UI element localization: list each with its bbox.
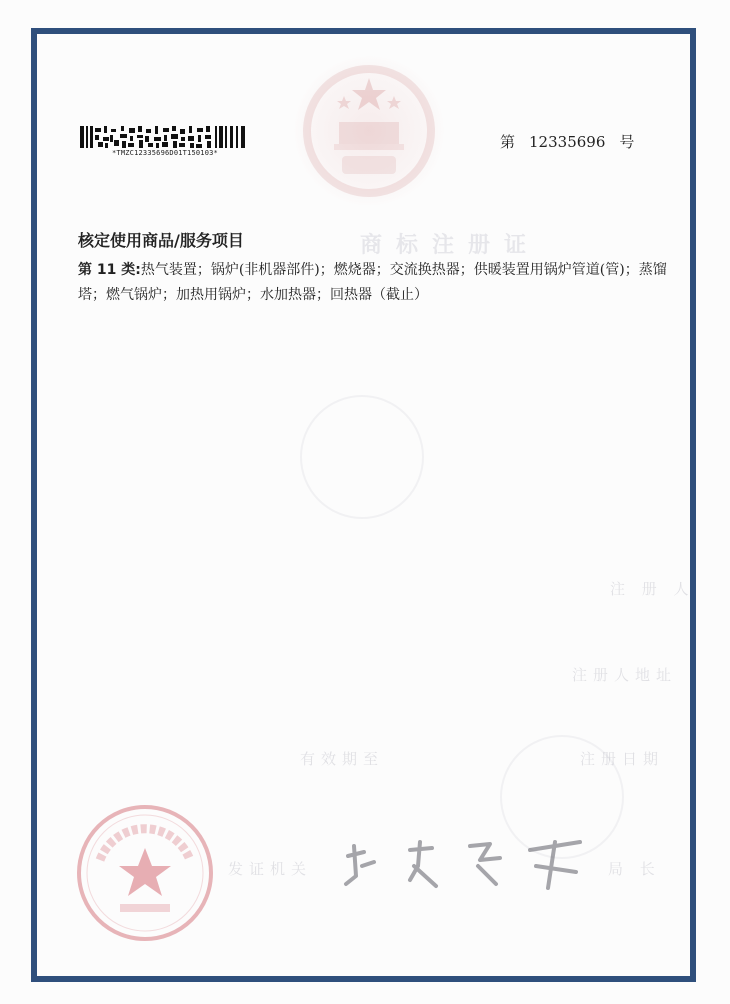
class-label: 第 11 类: xyxy=(78,262,141,278)
validity-label: 有效期至 xyxy=(300,750,385,768)
goods-section-body xyxy=(78,258,688,308)
red-seal-icon xyxy=(72,800,218,946)
registration-number xyxy=(500,131,634,152)
national-emblem-watermark xyxy=(294,56,444,206)
signature-icon xyxy=(340,836,590,896)
goods-items: 热气装置；锅炉(非机器部件)；燃烧器；交流换热器；供暖装置用锅炉管道(管)；蒸馏塔；燃气锅炉；加热用锅炉；水加热器；回热器（截止） xyxy=(78,262,667,303)
registrant-label: 注 册 人 xyxy=(610,580,695,598)
official-seal xyxy=(72,800,218,946)
barcode-text: *TMZC12335696D01T150103* xyxy=(112,149,218,157)
director-label: 局 长 xyxy=(608,860,661,878)
address-label: 注册人地址 xyxy=(572,666,678,684)
watermark-title: 商标注册证 xyxy=(360,232,541,258)
faint-emblem-watermark xyxy=(300,395,424,519)
date-label: 注册日期 xyxy=(580,750,665,768)
director-signature xyxy=(340,836,590,896)
reg-prefix: 第 xyxy=(500,133,516,151)
barcode-icon xyxy=(80,126,250,148)
emblem-icon xyxy=(294,56,444,206)
barcode-block xyxy=(80,126,255,157)
reg-suffix: 号 xyxy=(619,133,635,151)
issuer-label: 发证机关 xyxy=(228,860,313,878)
reg-number-value: 12335696 xyxy=(529,133,606,151)
goods-section-title: 核定使用商品/服务项目 xyxy=(78,231,244,250)
